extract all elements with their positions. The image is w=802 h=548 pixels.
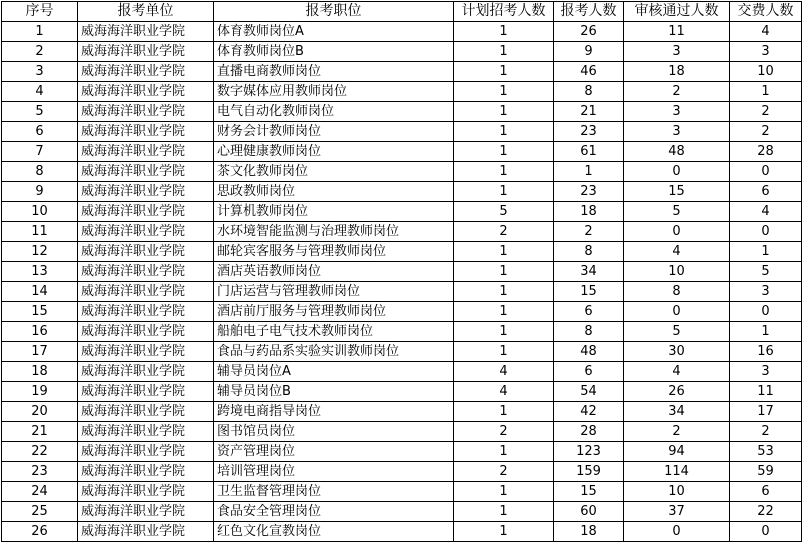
table-row xyxy=(2,102,802,122)
table-row xyxy=(2,262,802,282)
cell-index: 7 xyxy=(2,142,78,162)
cell-paid: 16 xyxy=(730,342,802,362)
cell-paid: 3 xyxy=(730,282,802,302)
cell-applicants: 15 xyxy=(554,282,624,302)
cell-position: 数字媒体应用教师岗位 xyxy=(214,82,454,102)
cell-applicants: 23 xyxy=(554,182,624,202)
cell-index: 3 xyxy=(2,62,78,82)
cell-position: 红色文化宣教岗位 xyxy=(214,522,454,542)
cell-unit: 威海海洋职业学院 xyxy=(78,322,214,342)
table-row xyxy=(2,462,802,482)
cell-planned: 2 xyxy=(454,462,554,482)
cell-paid: 1 xyxy=(730,82,802,102)
cell-planned: 1 xyxy=(454,62,554,82)
cell-unit: 威海海洋职业学院 xyxy=(78,522,214,542)
cell-unit: 威海海洋职业学院 xyxy=(78,22,214,42)
cell-index: 4 xyxy=(2,82,78,102)
cell-unit: 威海海洋职业学院 xyxy=(78,462,214,482)
header-planned: 计划招考人数 xyxy=(454,2,554,22)
cell-index: 19 xyxy=(2,382,78,402)
cell-applicants: 123 xyxy=(554,442,624,462)
table-row xyxy=(2,222,802,242)
cell-planned: 1 xyxy=(454,262,554,282)
cell-position: 酒店英语教师岗位 xyxy=(214,262,454,282)
cell-approved: 0 xyxy=(624,302,730,322)
cell-paid: 53 xyxy=(730,442,802,462)
cell-approved: 30 xyxy=(624,342,730,362)
cell-position: 水环境智能监测与治理教师岗位 xyxy=(214,222,454,242)
cell-unit: 威海海洋职业学院 xyxy=(78,162,214,182)
cell-applicants: 8 xyxy=(554,322,624,342)
cell-planned: 1 xyxy=(454,242,554,262)
cell-paid: 0 xyxy=(730,162,802,182)
cell-paid: 11 xyxy=(730,382,802,402)
table-row xyxy=(2,142,802,162)
cell-approved: 10 xyxy=(624,482,730,502)
cell-approved: 4 xyxy=(624,242,730,262)
table-row xyxy=(2,282,802,302)
cell-approved: 15 xyxy=(624,182,730,202)
cell-index: 8 xyxy=(2,162,78,182)
cell-approved: 0 xyxy=(624,522,730,542)
cell-position: 食品与药品系实验实训教师岗位 xyxy=(214,342,454,362)
cell-planned: 1 xyxy=(454,402,554,422)
cell-approved: 3 xyxy=(624,122,730,142)
table-row xyxy=(2,402,802,422)
cell-index: 5 xyxy=(2,102,78,122)
table-row xyxy=(2,42,802,62)
cell-position: 邮轮宾客服务与管理教师岗位 xyxy=(214,242,454,262)
cell-index: 14 xyxy=(2,282,78,302)
cell-paid: 4 xyxy=(730,202,802,222)
cell-approved: 26 xyxy=(624,382,730,402)
cell-unit: 威海海洋职业学院 xyxy=(78,42,214,62)
cell-applicants: 18 xyxy=(554,522,624,542)
cell-position: 心理健康教师岗位 xyxy=(214,142,454,162)
cell-paid: 2 xyxy=(730,422,802,442)
registration-table xyxy=(1,1,802,542)
cell-applicants: 6 xyxy=(554,302,624,322)
cell-unit: 威海海洋职业学院 xyxy=(78,102,214,122)
table-row xyxy=(2,502,802,522)
table-row xyxy=(2,162,802,182)
cell-unit: 威海海洋职业学院 xyxy=(78,142,214,162)
table-row xyxy=(2,482,802,502)
table-row xyxy=(2,182,802,202)
cell-planned: 2 xyxy=(454,222,554,242)
cell-unit: 威海海洋职业学院 xyxy=(78,242,214,262)
cell-planned: 1 xyxy=(454,342,554,362)
cell-applicants: 2 xyxy=(554,222,624,242)
cell-planned: 1 xyxy=(454,122,554,142)
cell-paid: 22 xyxy=(730,502,802,522)
cell-unit: 威海海洋职业学院 xyxy=(78,442,214,462)
cell-approved: 2 xyxy=(624,422,730,442)
cell-paid: 0 xyxy=(730,302,802,322)
table-row xyxy=(2,422,802,442)
header-applicants: 报考人数 xyxy=(554,2,624,22)
cell-paid: 5 xyxy=(730,262,802,282)
cell-index: 21 xyxy=(2,422,78,442)
cell-applicants: 18 xyxy=(554,202,624,222)
cell-unit: 威海海洋职业学院 xyxy=(78,122,214,142)
cell-applicants: 61 xyxy=(554,142,624,162)
cell-index: 6 xyxy=(2,122,78,142)
cell-approved: 3 xyxy=(624,42,730,62)
table-row xyxy=(2,62,802,82)
cell-applicants: 8 xyxy=(554,242,624,262)
cell-position: 食品安全管理岗位 xyxy=(214,502,454,522)
cell-paid: 2 xyxy=(730,122,802,142)
cell-approved: 8 xyxy=(624,282,730,302)
cell-unit: 威海海洋职业学院 xyxy=(78,222,214,242)
cell-unit: 威海海洋职业学院 xyxy=(78,202,214,222)
cell-planned: 4 xyxy=(454,362,554,382)
cell-applicants: 46 xyxy=(554,62,624,82)
cell-index: 9 xyxy=(2,182,78,202)
cell-applicants: 15 xyxy=(554,482,624,502)
cell-applicants: 9 xyxy=(554,42,624,62)
cell-position: 电气自动化教师岗位 xyxy=(214,102,454,122)
cell-index: 13 xyxy=(2,262,78,282)
cell-unit: 威海海洋职业学院 xyxy=(78,502,214,522)
table-row xyxy=(2,442,802,462)
cell-applicants: 34 xyxy=(554,262,624,282)
table-row xyxy=(2,322,802,342)
header-paid: 交费人数 xyxy=(730,2,802,22)
cell-index: 16 xyxy=(2,322,78,342)
cell-position: 辅导员岗位B xyxy=(214,382,454,402)
table-row xyxy=(2,82,802,102)
cell-planned: 1 xyxy=(454,182,554,202)
cell-planned: 1 xyxy=(454,482,554,502)
cell-applicants: 6 xyxy=(554,362,624,382)
cell-approved: 18 xyxy=(624,62,730,82)
cell-position: 直播电商教师岗位 xyxy=(214,62,454,82)
cell-index: 20 xyxy=(2,402,78,422)
cell-paid: 6 xyxy=(730,482,802,502)
table-row xyxy=(2,382,802,402)
cell-applicants: 26 xyxy=(554,22,624,42)
header-approved: 审核通过人数 xyxy=(624,2,730,22)
cell-unit: 威海海洋职业学院 xyxy=(78,82,214,102)
cell-planned: 1 xyxy=(454,142,554,162)
cell-index: 11 xyxy=(2,222,78,242)
cell-position: 资产管理岗位 xyxy=(214,442,454,462)
cell-approved: 94 xyxy=(624,442,730,462)
cell-planned: 1 xyxy=(454,102,554,122)
cell-position: 卫生监督管理岗位 xyxy=(214,482,454,502)
cell-paid: 3 xyxy=(730,42,802,62)
cell-paid: 0 xyxy=(730,222,802,242)
cell-index: 24 xyxy=(2,482,78,502)
cell-position: 图书馆员岗位 xyxy=(214,422,454,442)
cell-applicants: 60 xyxy=(554,502,624,522)
cell-approved: 37 xyxy=(624,502,730,522)
table-row xyxy=(2,242,802,262)
cell-index: 17 xyxy=(2,342,78,362)
cell-paid: 4 xyxy=(730,22,802,42)
cell-unit: 威海海洋职业学院 xyxy=(78,62,214,82)
cell-unit: 威海海洋职业学院 xyxy=(78,362,214,382)
table-row xyxy=(2,302,802,322)
cell-index: 26 xyxy=(2,522,78,542)
cell-approved: 11 xyxy=(624,22,730,42)
cell-planned: 1 xyxy=(454,302,554,322)
cell-paid: 3 xyxy=(730,362,802,382)
cell-position: 辅导员岗位A xyxy=(214,362,454,382)
cell-approved: 2 xyxy=(624,82,730,102)
cell-unit: 威海海洋职业学院 xyxy=(78,182,214,202)
header-position: 报考职位 xyxy=(214,2,454,22)
cell-applicants: 1 xyxy=(554,162,624,182)
cell-planned: 1 xyxy=(454,502,554,522)
cell-position: 思政教师岗位 xyxy=(214,182,454,202)
cell-unit: 威海海洋职业学院 xyxy=(78,382,214,402)
header-unit: 报考单位 xyxy=(78,2,214,22)
cell-unit: 威海海洋职业学院 xyxy=(78,482,214,502)
cell-planned: 1 xyxy=(454,42,554,62)
cell-applicants: 42 xyxy=(554,402,624,422)
cell-applicants: 48 xyxy=(554,342,624,362)
cell-index: 10 xyxy=(2,202,78,222)
cell-paid: 0 xyxy=(730,522,802,542)
cell-index: 15 xyxy=(2,302,78,322)
cell-position: 培训管理岗位 xyxy=(214,462,454,482)
cell-applicants: 8 xyxy=(554,82,624,102)
cell-unit: 威海海洋职业学院 xyxy=(78,302,214,322)
cell-planned: 1 xyxy=(454,442,554,462)
cell-approved: 3 xyxy=(624,102,730,122)
cell-index: 2 xyxy=(2,42,78,62)
cell-paid: 1 xyxy=(730,242,802,262)
header-index: 序号 xyxy=(2,2,78,22)
cell-planned: 1 xyxy=(454,22,554,42)
cell-position: 计算机教师岗位 xyxy=(214,202,454,222)
cell-position: 酒店前厅服务与管理教师岗位 xyxy=(214,302,454,322)
cell-planned: 5 xyxy=(454,202,554,222)
cell-unit: 威海海洋职业学院 xyxy=(78,282,214,302)
cell-planned: 1 xyxy=(454,322,554,342)
cell-applicants: 54 xyxy=(554,382,624,402)
cell-planned: 1 xyxy=(454,522,554,542)
cell-applicants: 23 xyxy=(554,122,624,142)
cell-planned: 1 xyxy=(454,162,554,182)
cell-index: 18 xyxy=(2,362,78,382)
cell-index: 1 xyxy=(2,22,78,42)
table-row xyxy=(2,202,802,222)
table-row xyxy=(2,522,802,542)
cell-position: 体育教师岗位B xyxy=(214,42,454,62)
cell-paid: 28 xyxy=(730,142,802,162)
cell-unit: 威海海洋职业学院 xyxy=(78,422,214,442)
cell-approved: 0 xyxy=(624,222,730,242)
cell-paid: 6 xyxy=(730,182,802,202)
cell-approved: 48 xyxy=(624,142,730,162)
table-row xyxy=(2,22,802,42)
cell-position: 门店运营与管理教师岗位 xyxy=(214,282,454,302)
cell-planned: 1 xyxy=(454,282,554,302)
cell-unit: 威海海洋职业学院 xyxy=(78,262,214,282)
cell-index: 25 xyxy=(2,502,78,522)
cell-planned: 4 xyxy=(454,382,554,402)
table-row xyxy=(2,122,802,142)
cell-unit: 威海海洋职业学院 xyxy=(78,342,214,362)
cell-index: 23 xyxy=(2,462,78,482)
cell-approved: 10 xyxy=(624,262,730,282)
header-row xyxy=(2,2,802,22)
cell-unit: 威海海洋职业学院 xyxy=(78,402,214,422)
cell-paid: 1 xyxy=(730,322,802,342)
cell-planned: 1 xyxy=(454,82,554,102)
cell-position: 船舶电子电气技术教师岗位 xyxy=(214,322,454,342)
cell-applicants: 159 xyxy=(554,462,624,482)
cell-approved: 5 xyxy=(624,322,730,342)
cell-position: 茶文化教师岗位 xyxy=(214,162,454,182)
cell-applicants: 21 xyxy=(554,102,624,122)
cell-position: 财务会计教师岗位 xyxy=(214,122,454,142)
cell-position: 跨境电商指导岗位 xyxy=(214,402,454,422)
cell-approved: 114 xyxy=(624,462,730,482)
table-body xyxy=(2,22,802,542)
cell-index: 12 xyxy=(2,242,78,262)
table-row xyxy=(2,362,802,382)
cell-paid: 2 xyxy=(730,102,802,122)
cell-paid: 17 xyxy=(730,402,802,422)
cell-approved: 0 xyxy=(624,162,730,182)
cell-paid: 10 xyxy=(730,62,802,82)
cell-index: 22 xyxy=(2,442,78,462)
cell-approved: 4 xyxy=(624,362,730,382)
cell-paid: 59 xyxy=(730,462,802,482)
cell-approved: 5 xyxy=(624,202,730,222)
cell-position: 体育教师岗位A xyxy=(214,22,454,42)
table-row xyxy=(2,342,802,362)
cell-applicants: 28 xyxy=(554,422,624,442)
cell-approved: 34 xyxy=(624,402,730,422)
cell-planned: 2 xyxy=(454,422,554,442)
